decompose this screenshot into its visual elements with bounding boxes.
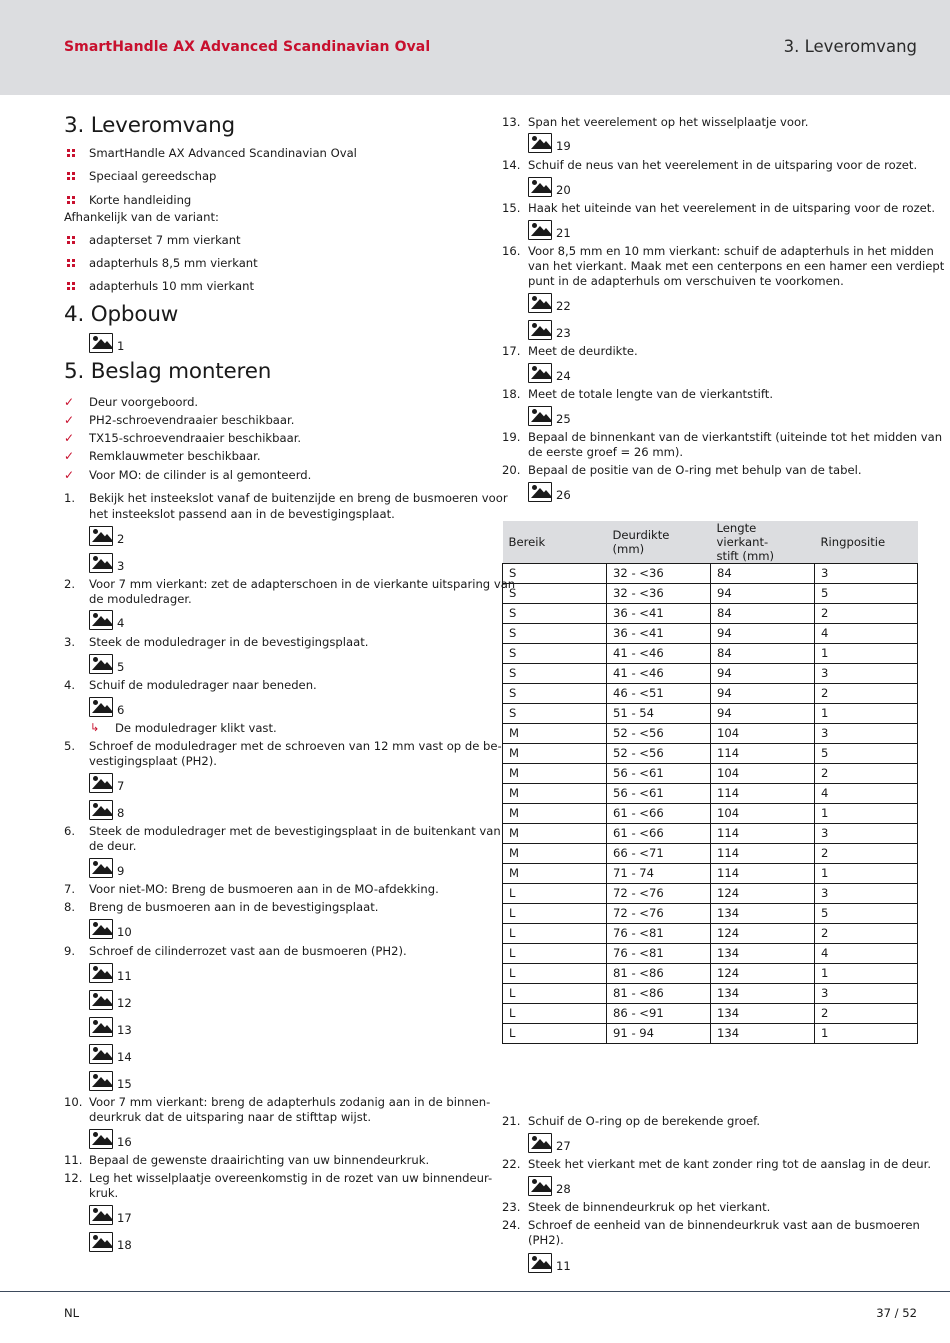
table-cell: 2 xyxy=(815,924,918,944)
table-cell: 81 - <86 xyxy=(607,964,711,984)
column-header: Ringpositie xyxy=(815,521,918,564)
table-row xyxy=(503,1004,918,1024)
table-cell: 94 xyxy=(711,584,815,604)
variant-note: Afhankelijk van de variant: xyxy=(64,210,219,224)
list-item: adapterset 7 mm vierkant xyxy=(89,233,241,247)
table-cell: 5 xyxy=(815,904,918,924)
table-cell: L xyxy=(503,964,607,984)
bullet-icon xyxy=(67,236,75,244)
table-cell: 114 xyxy=(711,784,815,804)
table-cell: 71 - 74 xyxy=(607,864,711,884)
table-cell: 1 xyxy=(815,864,918,884)
table-cell: M xyxy=(503,804,607,824)
table-cell: 3 xyxy=(815,884,918,904)
table-cell: M xyxy=(503,764,607,784)
table-cell: 124 xyxy=(711,884,815,904)
step-number: 5. xyxy=(64,739,76,753)
step-text: Schroef de cilinderrozet vast aan de busmoeren (PH2). xyxy=(89,944,407,958)
step-number: 12. xyxy=(64,1171,83,1185)
table-cell: 52 - <56 xyxy=(607,744,711,764)
step-number: 23. xyxy=(502,1200,521,1214)
column-header: Lengte vierkant- stift (mm) xyxy=(711,521,815,564)
step-text: Leg het wisselplaatje overeenkomstig in de rozet van uw binnendeur- xyxy=(89,1171,493,1185)
table-row xyxy=(503,924,918,944)
table-cell: 91 - 94 xyxy=(607,1024,711,1044)
result-arrow-icon: ↳ xyxy=(90,721,100,734)
step-text: Steek het vierkant met de kant zonder ring tot de aanslag in de deur. xyxy=(528,1157,932,1171)
table-cell: 81 - <86 xyxy=(607,984,711,1004)
checkmark-icon: ✓ xyxy=(64,395,75,409)
table-row xyxy=(503,744,918,764)
table-cell: M xyxy=(503,844,607,864)
step-number: 14. xyxy=(502,158,521,172)
table-cell: 2 xyxy=(815,844,918,864)
list-item: adapterhuls 8,5 mm vierkant xyxy=(89,256,258,270)
table-cell: 84 xyxy=(711,604,815,624)
footer-divider xyxy=(0,1291,950,1292)
step-text: Meet de deurdikte. xyxy=(528,344,638,358)
step-number: 21. xyxy=(502,1114,521,1128)
column-header: Bereik xyxy=(503,521,607,564)
step-text: van het vierkant. Maak met een centerpons en een hamer een verdiept xyxy=(528,259,945,273)
step-text: Schroef de moduledrager met de schroeven van 12 mm vast op de be- xyxy=(89,739,502,753)
table-cell: 2 xyxy=(815,1004,918,1024)
step-text: Voor 7 mm vierkant: breng de adapterhuls zodanig aan in de binnen- xyxy=(89,1095,491,1109)
header-product-title: SmartHandle AX Advanced Scandinavian Oval xyxy=(64,39,431,55)
table-row xyxy=(503,1024,918,1044)
table-cell: 94 xyxy=(711,684,815,704)
step-text: Steek de binnendeurkruk op het vierkant. xyxy=(528,1200,771,1214)
bullet-icon xyxy=(67,172,75,180)
table-row xyxy=(503,804,918,824)
step-text: Breng de busmoeren aan in de bevestigingsplaat. xyxy=(89,900,379,914)
table-cell: S xyxy=(503,684,607,704)
footer-page-number: 37 / 52 xyxy=(876,1306,917,1320)
table-cell: 2 xyxy=(815,684,918,704)
table-cell: 134 xyxy=(711,1024,815,1044)
step-number: 1. xyxy=(64,491,76,505)
table-cell: 134 xyxy=(711,1004,815,1024)
table-cell: 61 - <66 xyxy=(607,824,711,844)
step-number: 4. xyxy=(64,678,76,692)
table-cell: 72 - <76 xyxy=(607,884,711,904)
list-item: SmartHandle AX Advanced Scandinavian Oval xyxy=(89,146,357,160)
table-cell: 32 - <36 xyxy=(607,564,711,584)
precondition-item: Deur voorgeboord. xyxy=(89,395,199,409)
step-number: 18. xyxy=(502,387,521,401)
table-row xyxy=(503,824,918,844)
step-text: Span het veerelement op het wisselplaatje voor. xyxy=(528,115,809,129)
table-row xyxy=(503,984,918,1004)
step-text: Voor 7 mm vierkant: zet de adapterschoen in de vierkante uitsparing van xyxy=(89,577,516,591)
step-text: kruk. xyxy=(89,1186,119,1200)
step-text: vestigingsplaat (PH2). xyxy=(89,754,217,768)
table-cell: M xyxy=(503,724,607,744)
table-cell: 76 - <81 xyxy=(607,924,711,944)
table-cell: L xyxy=(503,1004,607,1024)
table-cell: 114 xyxy=(711,824,815,844)
table-row xyxy=(503,584,918,604)
table-cell: 86 - <91 xyxy=(607,1004,711,1024)
table-cell: 104 xyxy=(711,764,815,784)
table-cell: 114 xyxy=(711,864,815,884)
step-number: 9. xyxy=(64,944,76,958)
table-cell: 3 xyxy=(815,724,918,744)
step-number: 20. xyxy=(502,463,521,477)
bullet-icon xyxy=(67,149,75,157)
table-row xyxy=(503,864,918,884)
table-row xyxy=(503,704,918,724)
step-text: Steek de moduledrager in de bevestigingsplaat. xyxy=(89,635,369,649)
table-cell: 114 xyxy=(711,744,815,764)
table-cell: 61 - <66 xyxy=(607,804,711,824)
step-text: Bepaal de gewenste draairichting van uw binnendeurkruk. xyxy=(89,1153,430,1167)
footer-language: NL xyxy=(64,1306,80,1320)
checkmark-icon: ✓ xyxy=(64,468,75,482)
table-cell: 3 xyxy=(815,984,918,1004)
table-cell: 46 - <51 xyxy=(607,684,711,704)
step-text: Schuif de neus van het veerelement in de uitsparing voor de rozet. xyxy=(528,158,918,172)
table-row xyxy=(503,884,918,904)
precondition-item: Remklauwmeter beschikbaar. xyxy=(89,449,261,463)
table-cell: L xyxy=(503,884,607,904)
table-cell: 52 - <56 xyxy=(607,724,711,744)
table-cell: 2 xyxy=(815,764,918,784)
table-cell: 36 - <41 xyxy=(607,604,711,624)
table-cell: S xyxy=(503,624,607,644)
table-cell: 1 xyxy=(815,644,918,664)
step-text: Steek de moduledrager met de bevestigingsplaat in de buitenkant van xyxy=(89,824,501,838)
step-text: (PH2). xyxy=(528,1233,564,1247)
step-number: 3. xyxy=(64,635,76,649)
table-body xyxy=(503,564,918,1044)
table-cell: 56 - <61 xyxy=(607,784,711,804)
step-number: 7. xyxy=(64,882,76,896)
step-number: 11. xyxy=(64,1153,83,1167)
table-cell: S xyxy=(503,604,607,624)
step-text: Bekijk het insteekslot vanaf de buitenzijde en breng de busmoeren voor xyxy=(89,491,508,505)
table-cell: 41 - <46 xyxy=(607,644,711,664)
table-cell: L xyxy=(503,1024,607,1044)
step-result: De moduledrager klikt vast. xyxy=(115,721,277,735)
step-text: het insteekslot passend aan in de bevestigingsplaat. xyxy=(89,507,395,521)
table-row xyxy=(503,684,918,704)
checkmark-icon: ✓ xyxy=(64,413,75,427)
table-cell: 1 xyxy=(815,964,918,984)
table-cell: 104 xyxy=(711,804,815,824)
step-text: Voor 8,5 mm en 10 mm vierkant: schuif de adapterhuls in het midden xyxy=(528,244,934,258)
section-4-title: 4. Opbouw xyxy=(64,302,179,327)
oring-position-table xyxy=(502,521,918,1044)
step-number: 2. xyxy=(64,577,76,591)
table-row xyxy=(503,724,918,744)
table-cell: 5 xyxy=(815,584,918,604)
table-row xyxy=(503,564,918,584)
table-cell: 134 xyxy=(711,944,815,964)
table-cell: 72 - <76 xyxy=(607,904,711,924)
column-header: Deurdikte (mm) xyxy=(607,521,711,564)
table-cell: 36 - <41 xyxy=(607,624,711,644)
step-text: punt in de adapterhuls om verschuiven te voorkomen. xyxy=(528,274,844,288)
precondition-item: Voor MO: de cilinder is al gemonteerd. xyxy=(89,468,312,482)
step-text: Meet de totale lengte van de vierkantstift. xyxy=(528,387,774,401)
step-text: de moduledrager. xyxy=(89,592,192,606)
table-row xyxy=(503,604,918,624)
table-row xyxy=(503,664,918,684)
table-cell: 41 - <46 xyxy=(607,664,711,684)
table-cell: 134 xyxy=(711,904,815,924)
table-cell: 5 xyxy=(815,744,918,764)
page-header xyxy=(0,0,950,95)
table-row xyxy=(503,764,918,784)
table-cell: 94 xyxy=(711,664,815,684)
step-number: 10. xyxy=(64,1095,83,1109)
section-5-title: 5. Beslag monteren xyxy=(64,359,272,384)
step-number: 24. xyxy=(502,1218,521,1232)
step-number: 19. xyxy=(502,430,521,444)
table-cell: L xyxy=(503,924,607,944)
table-cell: S xyxy=(503,704,607,724)
table-cell: 1 xyxy=(815,804,918,824)
table-cell: 76 - <81 xyxy=(607,944,711,964)
section-3-title: 3. Leveromvang xyxy=(64,113,235,138)
table-cell: 51 - 54 xyxy=(607,704,711,724)
list-item: adapterhuls 10 mm vierkant xyxy=(89,279,255,293)
table-cell: 84 xyxy=(711,644,815,664)
table-cell: 32 - <36 xyxy=(607,584,711,604)
table-cell: L xyxy=(503,904,607,924)
table-cell: 2 xyxy=(815,604,918,624)
checkmark-icon: ✓ xyxy=(64,449,75,463)
precondition-item: PH2-schroevendraaier beschikbaar. xyxy=(89,413,295,427)
table-cell: M xyxy=(503,824,607,844)
step-text: de eerste groef = 26 mm). xyxy=(528,445,684,459)
table-cell: 134 xyxy=(711,984,815,1004)
bullet-icon xyxy=(67,259,75,267)
table-cell: 4 xyxy=(815,784,918,804)
precondition-item: TX15-schroevendraaier beschikbaar. xyxy=(89,431,302,445)
table-header-row xyxy=(503,521,918,564)
table-cell: S xyxy=(503,584,607,604)
step-text: Schuif de O-ring op de berekende groef. xyxy=(528,1114,761,1128)
table-cell: 124 xyxy=(711,964,815,984)
step-text: Bepaal de binnenkant van de vierkantstift (uiteinde tot het midden van xyxy=(528,430,943,444)
table-cell: M xyxy=(503,864,607,884)
table-row xyxy=(503,904,918,924)
step-text: deurkruk dat de uitsparing naar de stifttap wijst. xyxy=(89,1110,372,1124)
bullet-icon xyxy=(67,282,75,290)
table-row xyxy=(503,964,918,984)
table-cell: 1 xyxy=(815,1024,918,1044)
checkmark-icon: ✓ xyxy=(64,431,75,445)
table-row xyxy=(503,944,918,964)
table-cell: 3 xyxy=(815,564,918,584)
step-number: 13. xyxy=(502,115,521,129)
step-text: de deur. xyxy=(89,839,137,853)
table-cell: M xyxy=(503,784,607,804)
table-cell: 3 xyxy=(815,824,918,844)
table-cell: 56 - <61 xyxy=(607,764,711,784)
table-cell: M xyxy=(503,744,607,764)
list-item: Korte handleiding xyxy=(89,193,192,207)
table-cell: S xyxy=(503,564,607,584)
table-cell: 94 xyxy=(711,624,815,644)
step-number: 16. xyxy=(502,244,521,258)
step-number: 17. xyxy=(502,344,521,358)
table-cell: L xyxy=(503,984,607,1004)
table-cell: 114 xyxy=(711,844,815,864)
bullet-icon xyxy=(67,196,75,204)
table-cell: S xyxy=(503,644,607,664)
table-cell: S xyxy=(503,664,607,684)
table-row xyxy=(503,624,918,644)
table-row xyxy=(503,644,918,664)
table-cell: 104 xyxy=(711,724,815,744)
table-row xyxy=(503,784,918,804)
step-number: 22. xyxy=(502,1157,521,1171)
step-text: Schuif de moduledrager naar beneden. xyxy=(89,678,317,692)
step-number: 15. xyxy=(502,201,521,215)
step-text: Bepaal de positie van de O-ring met behulp van de tabel. xyxy=(528,463,862,477)
step-text: Voor niet-MO: Breng de busmoeren aan in de MO-afdekking. xyxy=(89,882,439,896)
header-section-title: 3. Leveromvang xyxy=(783,37,917,56)
step-text: Haak het uiteinde van het veerelement in de uitsparing voor de rozet. xyxy=(528,201,936,215)
table-cell: 124 xyxy=(711,924,815,944)
list-item: Speciaal gereedschap xyxy=(89,169,217,183)
table-cell: 66 - <71 xyxy=(607,844,711,864)
table-cell: 1 xyxy=(815,704,918,724)
table-cell: 4 xyxy=(815,944,918,964)
step-text: Schroef de eenheid van de binnendeurkruk vast aan de busmoeren xyxy=(528,1218,920,1232)
table-cell: 94 xyxy=(711,704,815,724)
step-number: 6. xyxy=(64,824,76,838)
step-number: 8. xyxy=(64,900,76,914)
table-cell: L xyxy=(503,944,607,964)
table-cell: 84 xyxy=(711,564,815,584)
table-cell: 3 xyxy=(815,664,918,684)
table-row xyxy=(503,844,918,864)
table-cell: 4 xyxy=(815,624,918,644)
